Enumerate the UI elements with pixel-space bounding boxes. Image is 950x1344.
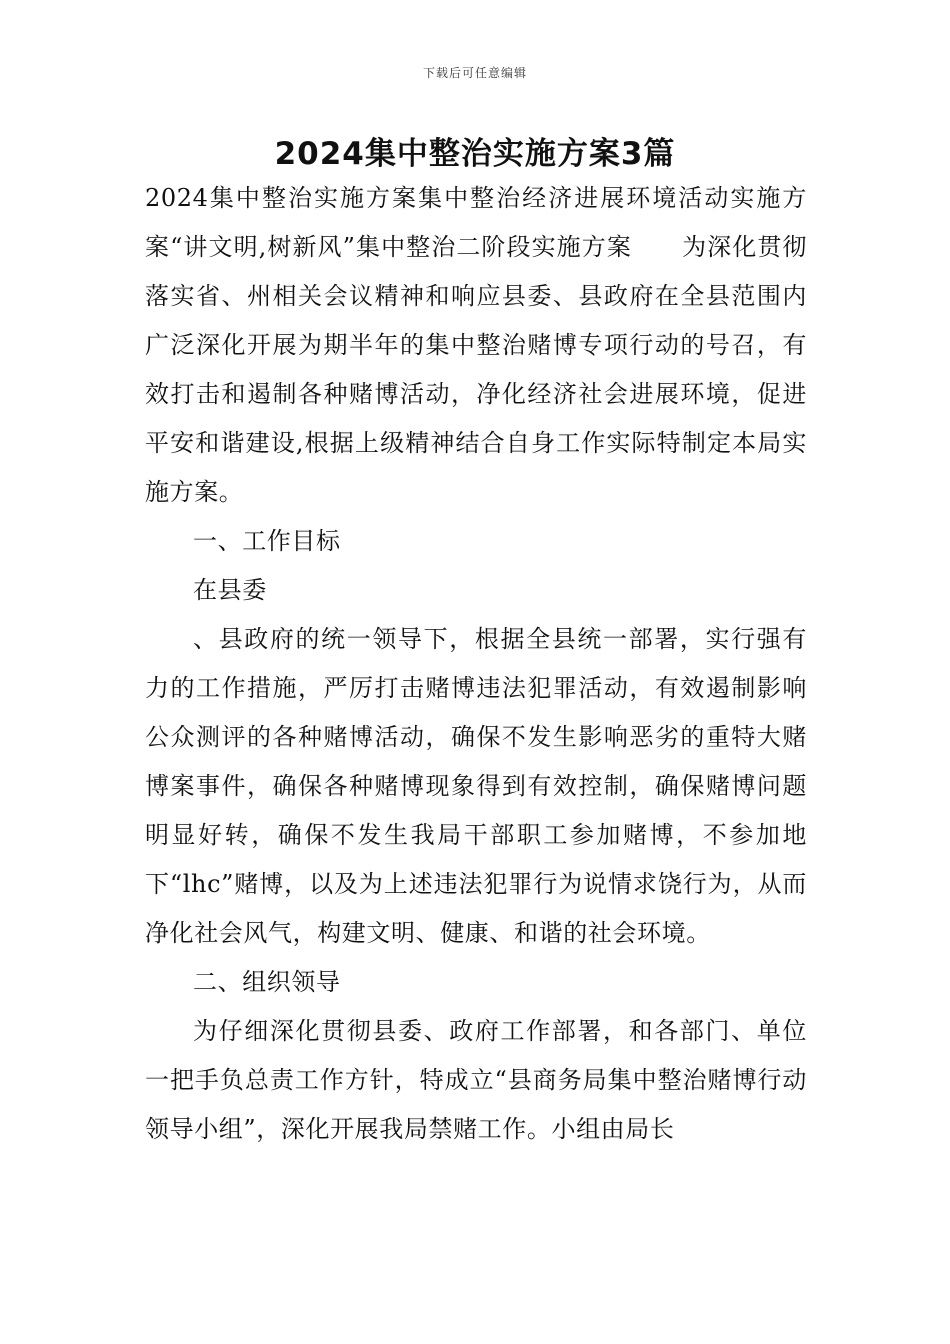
section-heading-leadership: 二、组织领导: [193, 968, 341, 996]
document-title: 2024集中整治实施方案3篇: [274, 136, 676, 172]
section-heading-goal: 一、工作目标: [193, 527, 341, 555]
header-note: 下载后可任意编辑: [422, 66, 527, 80]
document-body: [145, 174, 807, 1154]
paragraph: 为仔细深化贯彻县委、政府工作部署，和各部门、单位一把手负总责工作方针，特成立“县商务局集中整治赌博行动领导小组”，深化开展我局禁赌工作。小组由局长: [145, 1017, 807, 1143]
paragraph: 在县委: [193, 576, 267, 604]
paragraph: 、县政府的统一领导下，根据全县统一部署，实行强有力的工作措施，严厉打击赌博违法犯罪活动，有效遏制影响公众测评的各种赌博活动，确保不发生影响恶劣的重特大赌博案事件，确保各种赌博现象得到有效控制，确保赌博问题明显好转，确保不发生我局干部职工参加赌博，不参加地下“lhc”赌博，以及为上述违法犯罪行为说情求饶行为，从而净化社会风气，构建文明、健康、和谐的社会环境。: [145, 625, 807, 947]
paragraph-intro: 2024集中整治实施方案集中整治经济进展环境活动实施方案“讲文明,树新风”集中整治二阶段实施方案 为深化贯彻落实省、州相关会议精神和响应县委、县政府在全县范围内广泛深化开展为期半年的集中整治赌博专项行动的号召，有效打击和遏制各种赌博活动，净化经济社会进展环境，促进平安和谐建设,根据上级精神结合自身工作实际特制定本局实施方案。: [145, 184, 807, 506]
